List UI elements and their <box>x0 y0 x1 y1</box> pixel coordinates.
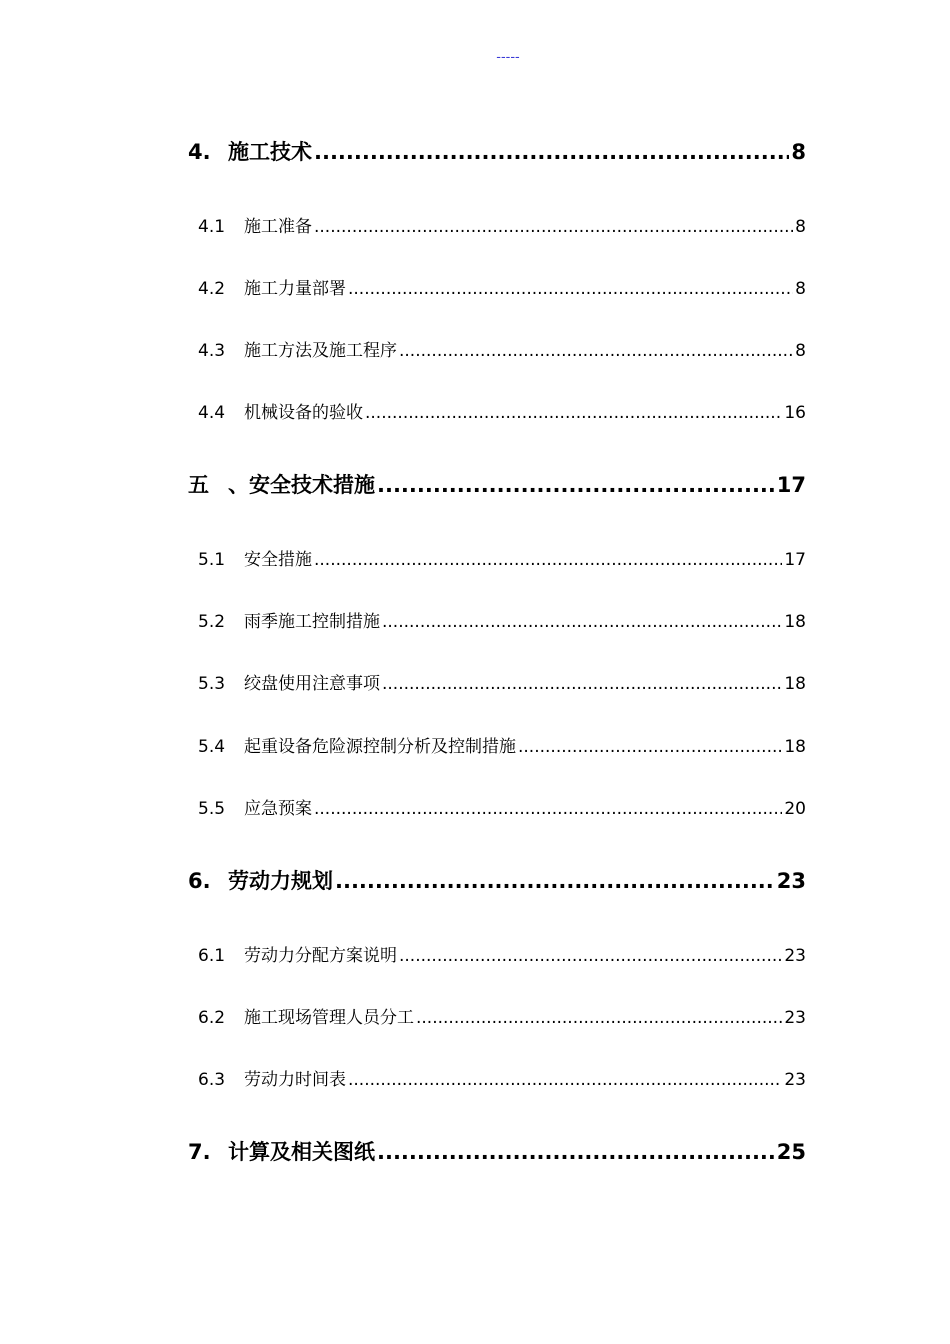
toc-entry-4-3[interactable] <box>198 336 806 361</box>
toc-entry-number: 5.1 <box>198 550 226 570</box>
toc-entry-title: 安全措施 <box>244 550 312 570</box>
toc-entry-page: 17 <box>784 550 806 570</box>
toc-entry-title: 劳动力规划 <box>228 869 333 893</box>
toc-dot-leader <box>377 1140 775 1164</box>
toc-entry-6-3[interactable] <box>198 1065 806 1090</box>
toc-entry-4-2[interactable] <box>198 274 806 299</box>
toc-dot-leader <box>416 1008 782 1028</box>
toc-dot-leader <box>314 799 782 819</box>
toc-entry-title: 劳动力时间表 <box>244 1070 346 1090</box>
toc-entry-7[interactable] <box>188 1136 806 1166</box>
toc-dot-leader <box>399 341 793 361</box>
toc-entry-5-5[interactable] <box>198 794 806 819</box>
toc-entry-5-4[interactable] <box>198 732 806 757</box>
toc-entry-page: 18 <box>784 674 806 694</box>
toc-dot-leader <box>348 1070 782 1090</box>
toc-entry-page: 23 <box>784 946 806 966</box>
toc-entry-6-2[interactable] <box>198 1003 806 1028</box>
toc-dot-leader <box>382 674 782 694</box>
toc-entry-page: 23 <box>784 1070 806 1090</box>
toc-entry-number: 6. <box>188 869 211 893</box>
toc-entry-title: 、安全技术措施 <box>228 473 375 497</box>
toc-entry-title: 雨季施工控制措施 <box>244 612 380 632</box>
toc-dot-leader <box>518 737 782 757</box>
toc-entry-page: 25 <box>776 1140 806 1164</box>
toc-entry-title: 应急预案 <box>244 799 312 819</box>
header-mark: ----- <box>496 50 520 65</box>
toc-entry-title: 施工技术 <box>228 140 312 164</box>
toc-entry-title: 施工方法及施工程序 <box>244 341 397 361</box>
toc-entry-title: 施工力量部署 <box>244 279 346 299</box>
toc-entry-page: 8 <box>795 217 806 237</box>
toc-entry-4-1[interactable] <box>198 212 806 237</box>
toc-dot-leader <box>314 140 789 164</box>
toc-entry-number: 5.3 <box>198 674 226 694</box>
toc-dot-leader <box>348 279 793 299</box>
toc-entry-page: 18 <box>784 737 806 757</box>
toc-entry-6[interactable] <box>188 865 806 895</box>
toc-entry-number: 5.5 <box>198 799 226 819</box>
toc-entry-number: 4.2 <box>198 279 226 299</box>
toc-entry-number: 4.1 <box>198 217 226 237</box>
toc-dot-leader <box>399 946 782 966</box>
toc-entry-title: 劳动力分配方案说明 <box>244 946 397 966</box>
toc-dot-leader <box>382 612 782 632</box>
toc-entry-title: 施工现场管理人员分工 <box>244 1008 414 1028</box>
toc-dot-leader <box>377 473 775 497</box>
toc-entry-page: 8 <box>795 279 806 299</box>
toc-entry-5-2[interactable] <box>198 607 806 632</box>
toc-entry-number: 五 <box>188 473 209 497</box>
toc-entry-6-1[interactable] <box>198 941 806 966</box>
toc-dot-leader <box>314 217 793 237</box>
toc-entry-page: 8 <box>795 341 806 361</box>
toc-entry-number: 6.1 <box>198 946 226 966</box>
toc-entry-title: 起重设备危险源控制分析及控制措施 <box>244 737 516 757</box>
toc-dot-leader <box>365 403 782 423</box>
toc-entry-page: 17 <box>776 473 806 497</box>
toc-entry-5-1[interactable] <box>198 545 806 570</box>
toc-entry-number: 6.3 <box>198 1070 226 1090</box>
toc-entry-number: 4.4 <box>198 403 226 423</box>
toc-dot-leader <box>335 869 775 893</box>
toc-entry-title: 计算及相关图纸 <box>228 1140 375 1164</box>
toc-entry-number: 5.4 <box>198 737 226 757</box>
toc-entry-5[interactable] <box>188 469 806 499</box>
toc-entry-5-3[interactable] <box>198 669 806 694</box>
toc-entry-title: 机械设备的验收 <box>244 403 363 423</box>
toc-entry-number: 5.2 <box>198 612 226 632</box>
toc-entry-4[interactable] <box>188 136 806 166</box>
toc-entry-title: 绞盘使用注意事项 <box>244 674 380 694</box>
toc-entry-page: 8 <box>791 140 806 164</box>
toc-entry-page: 23 <box>776 869 806 893</box>
toc-entry-number: 4.3 <box>198 341 226 361</box>
toc-entry-number: 6.2 <box>198 1008 226 1028</box>
toc-entry-page: 20 <box>784 799 806 819</box>
toc-entry-page: 16 <box>784 403 806 423</box>
toc-entry-number: 7. <box>188 1140 211 1164</box>
toc-dot-leader <box>314 550 782 570</box>
toc-entry-number: 4. <box>188 140 211 164</box>
toc-entry-title: 施工准备 <box>244 217 312 237</box>
toc-entry-4-4[interactable] <box>198 398 806 423</box>
toc-entry-page: 23 <box>784 1008 806 1028</box>
toc-entry-page: 18 <box>784 612 806 632</box>
